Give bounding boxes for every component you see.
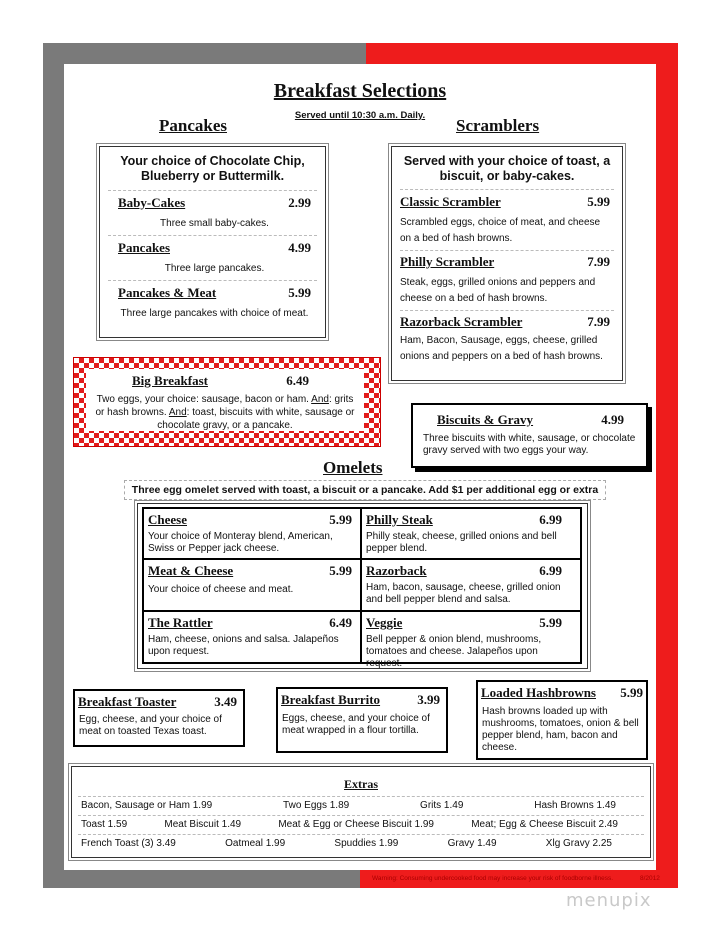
omelets-intro-box: [124, 480, 606, 500]
extra-item: Toast 1.59: [81, 819, 128, 830]
item-price: 7.99: [587, 314, 610, 329]
item-desc: Your choice of Monteray blend, American, Swiss or Pepper jack cheese.: [148, 531, 333, 554]
item-name: Pancakes & Meat: [118, 285, 217, 300]
biscuits-gravy-box: [411, 403, 648, 468]
item-price: 6.49: [286, 373, 309, 388]
breakfast-toaster-box: [73, 689, 245, 747]
item-name: Pancakes: [118, 240, 170, 255]
extra-item: Hash Browns 1.49: [534, 800, 616, 811]
item-desc: Ham, bacon, sausage, cheese, grilled onion and bell pepper blend and salsa.: [366, 582, 561, 605]
item-price: 5.99: [620, 685, 643, 700]
scramblers-heading: Scramblers: [456, 116, 540, 135]
item-price: 5.99: [329, 512, 352, 527]
item-name: Classic Scrambler: [400, 194, 501, 209]
item-name: Razorback: [366, 563, 427, 578]
item-desc: Three biscuits with white, sausage, or chocolate gravy served with two eggs your way.: [423, 433, 636, 456]
item-price: 3.49: [214, 694, 237, 709]
extras-heading: Extras: [344, 777, 378, 791]
menu-item: [392, 190, 622, 247]
extra-item: Gravy 1.49: [447, 838, 497, 849]
item-desc: Three large pancakes with choice of meat.: [120, 308, 309, 319]
scramblers-intro: Served with your choice of toast, a biscuit, or baby-cakes.: [403, 154, 611, 183]
item-name: Meat & Cheese: [148, 563, 234, 578]
watermark-logo: menupix: [566, 890, 652, 911]
print-code: 8/2012: [640, 875, 660, 882]
scramblers-box: [391, 146, 623, 381]
foodborne-warning: Warning: Consuming undercooked food may increase your risk of foodborne illness.: [372, 875, 614, 882]
item-desc: Three small baby-cakes.: [160, 218, 269, 229]
menu-item: [100, 236, 325, 276]
omelet-item: [362, 560, 580, 610]
pancakes-heading: Pancakes: [159, 116, 227, 135]
item-name: Biscuits & Gravy: [437, 412, 534, 427]
extra-item: Two Eggs 1.89: [283, 800, 350, 811]
omelet-item: [144, 612, 360, 662]
extra-item: Bacon, Sausage or Ham 1.99: [81, 800, 213, 811]
extra-item: Xlg Gravy 2.25: [545, 838, 612, 849]
item-price: 5.99: [539, 615, 562, 630]
item-desc: Philly steak, cheese, grilled onions and bell pepper blend.: [366, 531, 557, 554]
omelet-item: [362, 509, 580, 558]
item-price: 7.99: [587, 254, 610, 269]
item-price: 6.99: [539, 512, 562, 527]
item-price: 5.99: [329, 563, 352, 578]
omelets-box: [137, 503, 588, 669]
big-breakfast-box: [86, 369, 364, 431]
item-price: 4.99: [601, 412, 624, 427]
item-name: The Rattler: [148, 615, 213, 630]
omelets-heading: Omelets: [323, 458, 383, 477]
item-price: 2.99: [288, 195, 311, 210]
item-desc: Egg, cheese, and your choice of meat on toasted Texas toast.: [79, 714, 222, 737]
item-price: 5.99: [288, 285, 311, 300]
extra-item: Oatmeal 1.99: [225, 838, 286, 849]
omelets-grid: [142, 507, 582, 669]
extra-item: Meat Biscuit 1.49: [164, 819, 242, 830]
menu-title: Breakfast Selections: [273, 80, 447, 102]
extra-item: Meat & Egg or Cheese Biscuit 1.99: [278, 819, 434, 830]
item-desc: Your choice of cheese and meat.: [148, 584, 294, 595]
extra-item: Spuddies 1.99: [334, 838, 399, 849]
item-desc: Two eggs, your choice: sausage, bacon or ham. And: grits or hash browns. And: toast, biscuits with white, sausage or chocolate gravy, or a pancake.: [95, 394, 355, 431]
item-name: Breakfast Toaster: [78, 694, 177, 709]
item-desc: Hash browns loaded up with mushrooms, tomatoes, onion & bell pepper blend, ham, bacon and cheese.: [482, 706, 639, 753]
menu-item: [100, 281, 325, 321]
extra-item: Grits 1.49: [420, 800, 464, 811]
item-name: Razorback Scrambler: [400, 314, 523, 329]
item-price: 6.49: [329, 615, 352, 630]
item-name: Baby-Cakes: [118, 195, 186, 210]
item-name: Breakfast Burrito: [281, 692, 381, 707]
omelet-item: [144, 560, 360, 610]
item-name: Cheese: [148, 512, 187, 527]
item-desc: Three large pancakes.: [164, 263, 265, 274]
item-name: Loaded Hashbrowns: [481, 685, 596, 700]
item-name: Philly Steak: [366, 512, 433, 527]
item-desc: Eggs, cheese, and your choice of meat wrapped in a flour tortilla.: [282, 713, 430, 736]
item-price: 4.99: [288, 240, 311, 255]
menu-item: [392, 311, 622, 365]
pancakes-intro: Your choice of Chocolate Chip, Blueberry or Buttermilk.: [120, 154, 305, 183]
extra-item: Meat; Egg & Cheese Biscuit 2.49: [471, 819, 618, 830]
omelets-intro: Three egg omelet served with toast, a biscuit or a pancake. Add $1 per additional egg or extra: [131, 484, 599, 496]
item-desc: Ham, Bacon, Sausage, eggs, cheese, grilled onions and peppers on a bed of hash browns.: [400, 335, 603, 362]
extras-row: [72, 835, 650, 849]
item-price: 5.99: [587, 194, 610, 209]
item-desc: Bell pepper & onion blend, mushrooms, tomatoes and cheese. Jalapeños upon request.: [366, 634, 542, 669]
menu-item: [392, 251, 622, 307]
item-name: Big Breakfast: [132, 373, 208, 388]
footer-bar: [360, 870, 678, 888]
loaded-hashbrowns-box: [476, 680, 648, 760]
item-price: 6.99: [539, 563, 562, 578]
served-hours: Served until 10:30 a.m. Daily.: [294, 110, 426, 121]
breakfast-burrito-box: [276, 687, 448, 753]
omelet-item: [144, 509, 360, 558]
omelet-item: [362, 612, 580, 669]
item-price: 3.99: [417, 692, 440, 707]
item-name: Philly Scrambler: [400, 254, 495, 269]
pancakes-box: [99, 146, 326, 338]
item-desc: Steak, eggs, grilled onions and peppers and cheese on a bed of hash browns.: [400, 277, 596, 304]
extras-row: [72, 816, 650, 830]
item-desc: Ham, cheese, onions and salsa. Jalapeños upon request.: [148, 634, 339, 657]
item-name: Veggie: [366, 615, 403, 630]
extra-item: French Toast (3) 3.49: [81, 838, 176, 849]
menu-item: [100, 191, 325, 231]
item-desc: Scrambled eggs, choice of meat, and cheese on a bed of hash browns.: [400, 217, 601, 244]
extras-row: [72, 797, 650, 811]
extras-box: [71, 766, 651, 858]
